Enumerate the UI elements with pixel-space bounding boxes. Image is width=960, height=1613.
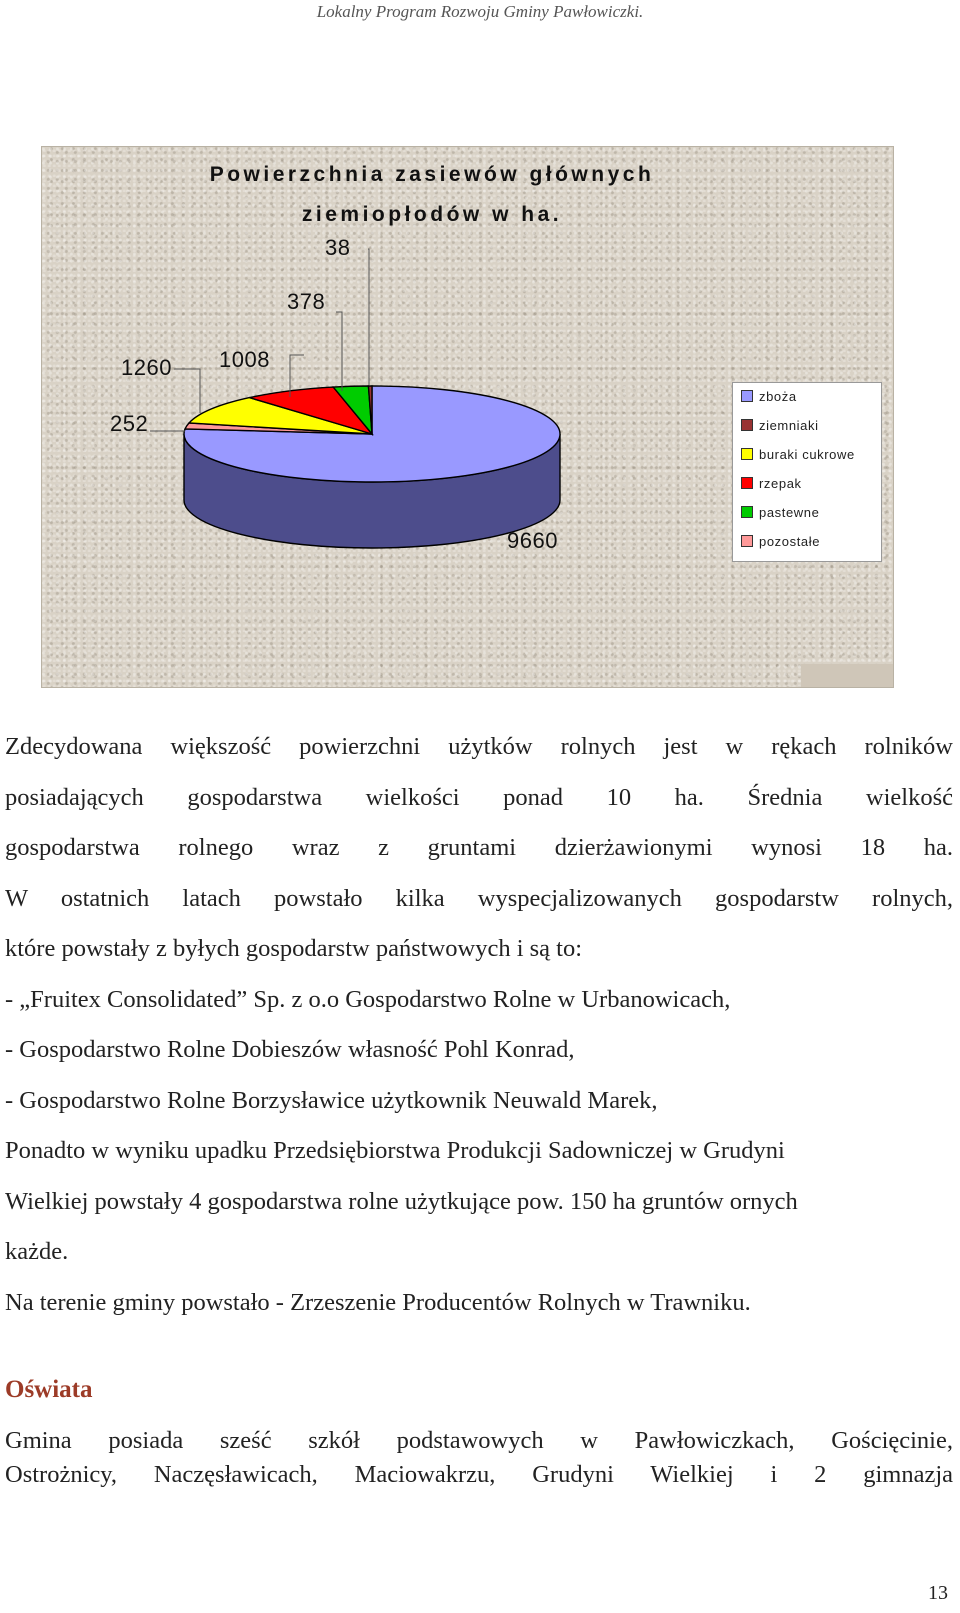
legend-item-ziemniaki [741, 417, 819, 433]
legend-item-rzepak [741, 475, 802, 491]
chart-corner-patch [801, 664, 893, 687]
paragraph-education [5, 1424, 953, 1492]
text-line: gospodarstwa rolnego wraz z gruntami dzierżawionymi wynosi 18 ha. [5, 834, 953, 861]
legend-item-buraki [741, 446, 855, 462]
text-line: Wielkiej powstały 4 gospodarstwa rolne użytkujące pow. 150 ha gruntów ornych [5, 1187, 798, 1215]
legend-label: pozostałe [759, 533, 821, 549]
chart-title-line-1: Powierzchnia zasiewów głównych [209, 163, 655, 186]
legend-swatch [741, 477, 753, 489]
value-label-buraki: 1260 [121, 355, 172, 380]
text-line: każde. [5, 1238, 69, 1265]
legend-swatch [741, 506, 753, 518]
text-line: Zdecydowana większość powierzchni użytków rolnych jest w rękach rolników [5, 733, 953, 760]
page-number: 13 [928, 1582, 948, 1604]
running-header: Lokalny Program Rozwoju Gminy Pawłowiczki. [316, 2, 644, 21]
legend-label: buraki cukrowe [759, 446, 855, 462]
legend-label: ziemniaki [759, 417, 819, 433]
text-line: W ostatnich latach powstało kilka wyspecjalizowanych gospodarstw rolnych, [5, 884, 953, 912]
value-label-rzepak: 1008 [219, 347, 270, 372]
text-line: Ponadto w wyniku upadku Przedsiębiorstwa Produkcji Sadowniczej w Grudyni [5, 1137, 785, 1164]
legend-swatch [741, 390, 753, 402]
text-line: - Gospodarstwo Rolne Borzysławice użytkownik Neuwald Marek, [5, 1086, 658, 1114]
legend-label: pastewne [759, 504, 820, 520]
text-line: - „Fruitex Consolidated” Sp. z o.o Gospodarstwo Rolne w Urbanowicach, [5, 985, 731, 1013]
legend-swatch [741, 535, 753, 547]
legend-swatch [741, 448, 753, 460]
leader-line [336, 312, 342, 391]
text-line: Ostrożnicy, Naczęsławicach, Maciowakrzu, Grudyni Wielkiej i 2 gimnazja [5, 1461, 953, 1488]
text-line: - Gospodarstwo Rolne Dobieszów własność Pohl Konrad, [5, 1036, 575, 1063]
legend-item-pastewne [741, 504, 819, 520]
legend-item-pozostale [741, 533, 820, 549]
leader-line [368, 249, 369, 385]
text-line: Gmina posiada sześć szkół podstawowych w Pawłowiczkach, Gościęcinie, [5, 1427, 953, 1454]
paragraph-agriculture [5, 722, 953, 1328]
section-heading-oswiata: Oświata [5, 1376, 93, 1403]
chart-legend [732, 382, 882, 562]
pie-chart [41, 146, 894, 688]
text-line: Na terenie gminy powstało - Zrzeszenie Producentów Rolnych w Trawniku. [5, 1288, 751, 1316]
value-label-zboza: 9660 [507, 528, 558, 553]
text-line: posiadających gospodarstwa wielkości ponad 10 ha. Średnia wielkość [5, 783, 953, 811]
legend-label: zboża [759, 388, 797, 404]
value-label-ziemniaki: 38 [325, 235, 351, 260]
leader-line [174, 369, 200, 413]
legend-label: rzepak [759, 475, 802, 491]
value-label-pozostale: 252 [110, 411, 149, 436]
value-label-pastewne: 378 [287, 289, 326, 314]
text-line: które powstały z byłych gospodarstw państwowych i są to: [5, 935, 583, 962]
chart-title-line-2: ziemiopłodów w ha. [301, 203, 563, 226]
legend-swatch [741, 419, 753, 431]
legend-item-zboza [741, 388, 797, 404]
